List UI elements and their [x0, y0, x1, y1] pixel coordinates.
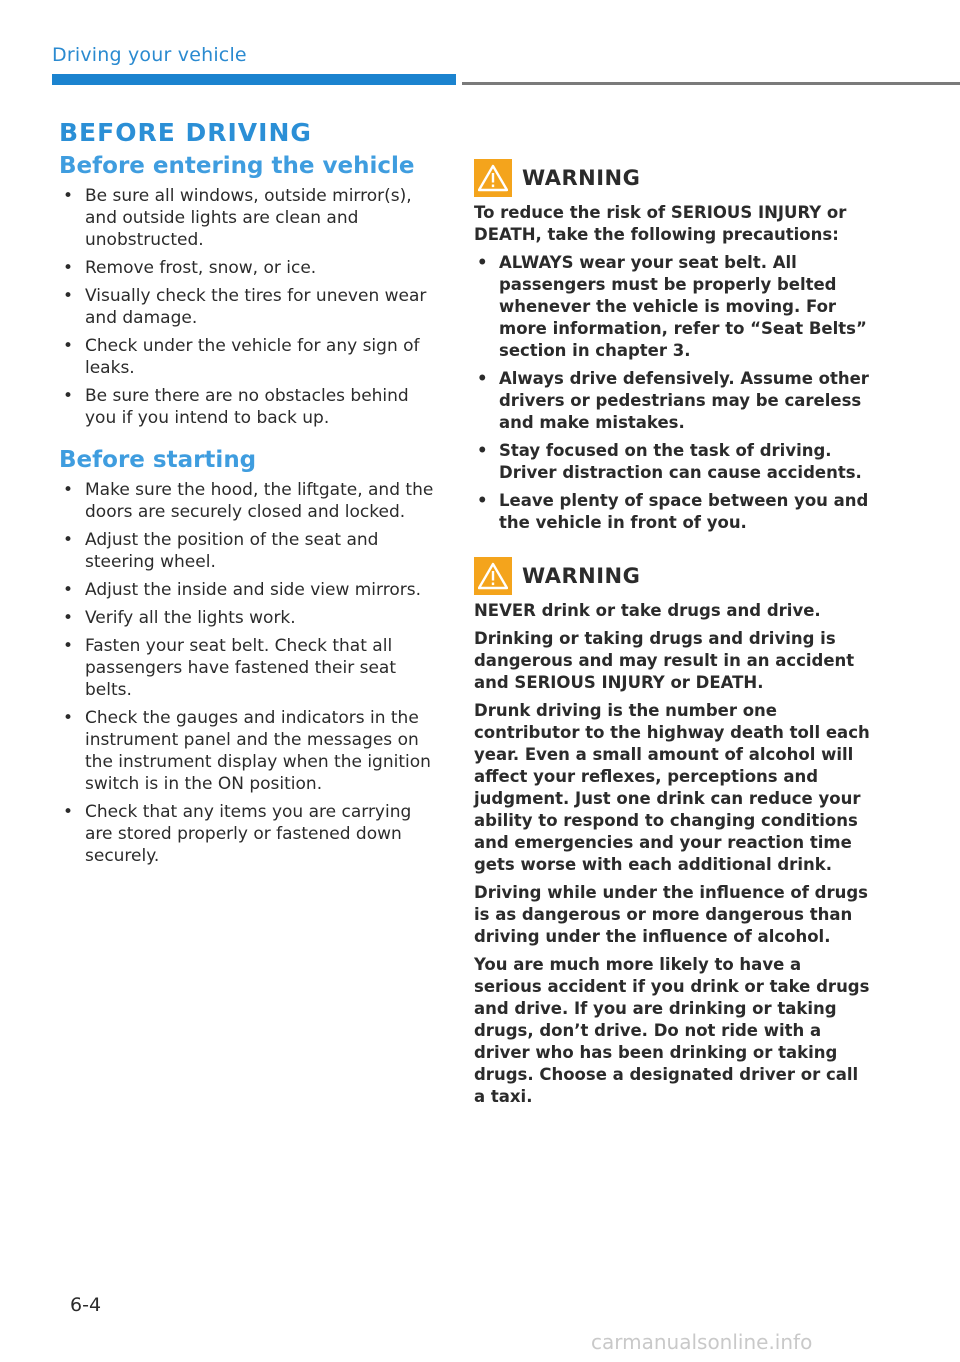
warning-paragraph: NEVER drink or take drugs and drive. [474, 601, 821, 620]
watermark: carmanualsonline.info [591, 1330, 813, 1354]
list-item: • Verify all the lights work. [59, 607, 444, 629]
list-item: • Adjust the position of the seat and steering wheel. [59, 529, 444, 573]
header-rule [462, 82, 960, 85]
warning-paragraph: Drinking or taking drugs and driving is dangerous and may result in an accident and SERIOUS INJURY or DEATH. [474, 629, 855, 692]
warning-triangle-icon [474, 159, 512, 197]
header-rule-accent [52, 74, 456, 85]
warning-label: WARNING [522, 564, 641, 588]
warning-label: WARNING [522, 166, 641, 190]
warning-header [474, 158, 874, 198]
subsection-title-before-entering: Before entering the vehicle [59, 153, 415, 179]
list-item: • Stay focused on the task of driving. Driver distraction can cause accidents. [474, 440, 874, 484]
right-column [474, 158, 874, 1130]
warning-header [474, 556, 874, 596]
warning-paragraph: Driving while under the influence of drugs is as dangerous or more dangerous than driving under the influence of alcohol. [474, 883, 869, 946]
list-item: • Remove frost, snow, or ice. [59, 257, 444, 279]
list-item: • Always drive defensively. Assume other drivers or pedestrians may be careless and make mistakes. [474, 368, 874, 434]
list-item: • Check that any items you are carrying are stored properly or fastened down securely. [59, 801, 444, 867]
page-number: 6-4 [70, 1294, 102, 1316]
list-item: • Visually check the tires for uneven wear and damage. [59, 285, 444, 329]
list-item: • Check under the vehicle for any sign of leaks. [59, 335, 444, 379]
warning-intro: To reduce the risk of SERIOUS INJURY or DEATH, take the following precautions: [474, 203, 847, 244]
list-item: • Leave plenty of space between you and the vehicle in front of you. [474, 490, 874, 534]
list-item: • Be sure there are no obstacles behind you if you intend to back up. [59, 385, 444, 429]
list-item: • Check the gauges and indicators in the instrument panel and the messages on the instrument display when the ignition switch is in the ON position. [59, 707, 444, 795]
warning-list [474, 252, 874, 534]
warning-paragraph: Drunk driving is the number one contributor to the highway death toll each year. Even a small amount of alcohol will affect your reflexes, perceptions and judgment. Just one drink can reduce your ability to respond to changing conditions and emergencies and your reaction time gets worse with each additional drink. [474, 701, 870, 874]
list-item: • Adjust the inside and side view mirrors. [59, 579, 444, 601]
list-item: • Make sure the hood, the liftgate, and the doors are securely closed and locked. [59, 479, 444, 523]
warning-triangle-icon [474, 557, 512, 595]
before-starting-list [59, 479, 444, 867]
warning-box-precautions [474, 158, 874, 534]
subsection-title-before-starting: Before starting [59, 447, 257, 473]
section-title: BEFORE DRIVING [59, 118, 312, 147]
left-column [59, 118, 444, 873]
list-item: • Fasten your seat belt. Check that all passengers have fastened their seat belts. [59, 635, 444, 701]
chapter-title: Driving your vehicle [52, 44, 247, 66]
before-entering-list [59, 185, 444, 429]
list-item: • ALWAYS wear your seat belt. All passengers must be properly belted whenever the vehicle is moving. For more information, refer to “Seat Belts” section in chapter 3. [474, 252, 874, 362]
warning-paragraph: You are much more likely to have a serious accident if you drink or take drugs and drive. If you are drinking or taking drugs, don’t drive. Do not ride with a driver who has been drinking or taking drugs. Choose a designated driver or call a taxi. [474, 955, 870, 1106]
list-item: • Be sure all windows, outside mirror(s), and outside lights are clean and unobstructed. [59, 185, 444, 251]
warning-box-drink-drive [474, 556, 874, 1108]
